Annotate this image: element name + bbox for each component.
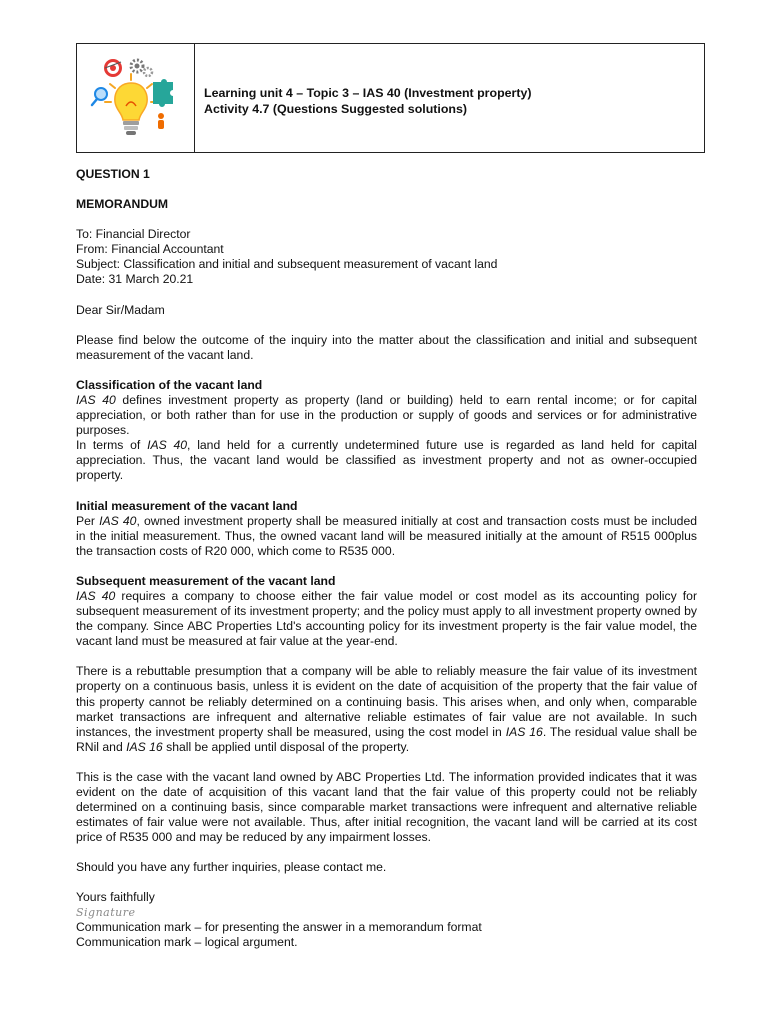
communication-mark-2: Communication mark – logical argument. (76, 934, 298, 949)
signature: Signature (76, 905, 136, 919)
salutation: Dear Sir/Madam (76, 302, 165, 317)
subsequent-heading: Subsequent measurement of the vacant land (76, 573, 336, 588)
memo-from: From: Financial Accountant (76, 242, 224, 257)
initial-paragraph (76, 514, 697, 559)
paragraph-text: . The residual value shall be RNil and (76, 724, 698, 754)
memorandum-heading: MEMORANDUM (76, 197, 169, 212)
ias-reference: IAS 16 (126, 739, 163, 754)
ias-reference: IAS 40 (99, 513, 137, 528)
ias-reference: IAS 16 (505, 724, 543, 739)
ias-reference: IAS 40 (76, 392, 116, 407)
communication-mark-1: Communication mark – for presenting the answer in a memorandum format (76, 919, 482, 934)
title-line-1: Learning unit 4 – Topic 3 – IAS 40 (Investment property) (204, 86, 532, 100)
header-title (195, 44, 704, 152)
lightbulb-gears-icon (85, 50, 185, 148)
header-table (76, 43, 705, 153)
paragraph-text: Per (76, 513, 100, 528)
subsequent-paragraph-3: This is the case with the vacant land owned by ABC Properties Ltd. The information provided indicates that it was evident on the date of acquisition of this vacant land that the fair value of this property could not be reliably determined on a continuing basis, since comparable market transactions were infrequent and alternative reliable estimates of fair value were not available. Thus, after initial recognition, the vacant land will be carried at its cost price of R535 000 and may be reduced by any impairment losses. (76, 769, 697, 845)
yours-faithfully: Yours faithfully (76, 890, 155, 905)
intro-paragraph: Please find below the outcome of the inquiry into the matter about the classification and initial and subsequent measurement of the vacant land. (76, 332, 697, 362)
ias-reference: IAS 40 (76, 588, 116, 603)
ias-reference: IAS 40 (147, 438, 188, 453)
classification-paragraph-2 (76, 438, 697, 483)
paragraph-text: There is a rebuttable presumption that a company will be able to reliably measure the fair value of its investment property on a continuous basis, unless it is evident on the date of acquisition of the property that the fair value of this property cannot be reliably determined on a continuing basis. This arises when, and only when, comparable market transactions are infrequent and alternative reliable estimates of fair value are not available. In such instances, the investment property shall be measured, using the cost model in (76, 664, 697, 739)
paragraph-text: requires a company to choose either the fair value model or cost model as its accounting policy for subsequent measurement of its investment property; and the policy must apply to all investment property owned by the company. Since ABC Properties Ltd's accounting policy for its investment property is the fair value model, the vacant land must be measured at fair value at the year-end. (76, 588, 698, 649)
memo-subject: Subject: Classification and initial and subsequent measurement of vacant land (76, 257, 498, 272)
paragraph-text: , owned investment property shall be measured initially at cost and transaction costs must be included in the initial measurement. Thus, the owned vacant land will be measured initially at the amount of R515 000plus the transaction costs of R20 000, which come to R535 000. (76, 513, 698, 558)
closing-paragraph: Should you have any further inquiries, please contact me. (76, 860, 387, 875)
paragraph-text: shall be applied until disposal of the property. (162, 739, 410, 754)
initial-heading: Initial measurement of the vacant land (76, 498, 298, 513)
memo-to: To: Financial Director (76, 227, 191, 242)
paragraph-text: , land held for a currently undetermined future use is regarded as land held for capital appreciation. Thus, the vacant land would be classified as investment property and not as owner-occupied property. (76, 438, 697, 483)
classification-heading: Classification of the vacant land (76, 377, 263, 392)
title-line-2: Activity 4.7 (Questions Suggested solutions) (204, 102, 467, 116)
subsequent-paragraph-1 (76, 589, 697, 649)
paragraph-text: defines investment property as property (land or building) held to earn rental income; or for capital appreciation, or both rather than for use in the production or supply of goods and services or for administrative purposes. (76, 392, 697, 438)
document-body (76, 167, 697, 950)
memo-date: Date: 31 March 20.21 (76, 272, 194, 287)
question-heading: QUESTION 1 (76, 167, 150, 181)
paragraph-text: In terms of (76, 438, 148, 453)
classification-paragraph-1 (76, 393, 697, 438)
subsequent-paragraph-2 (76, 664, 697, 755)
logo-cell (77, 44, 195, 152)
